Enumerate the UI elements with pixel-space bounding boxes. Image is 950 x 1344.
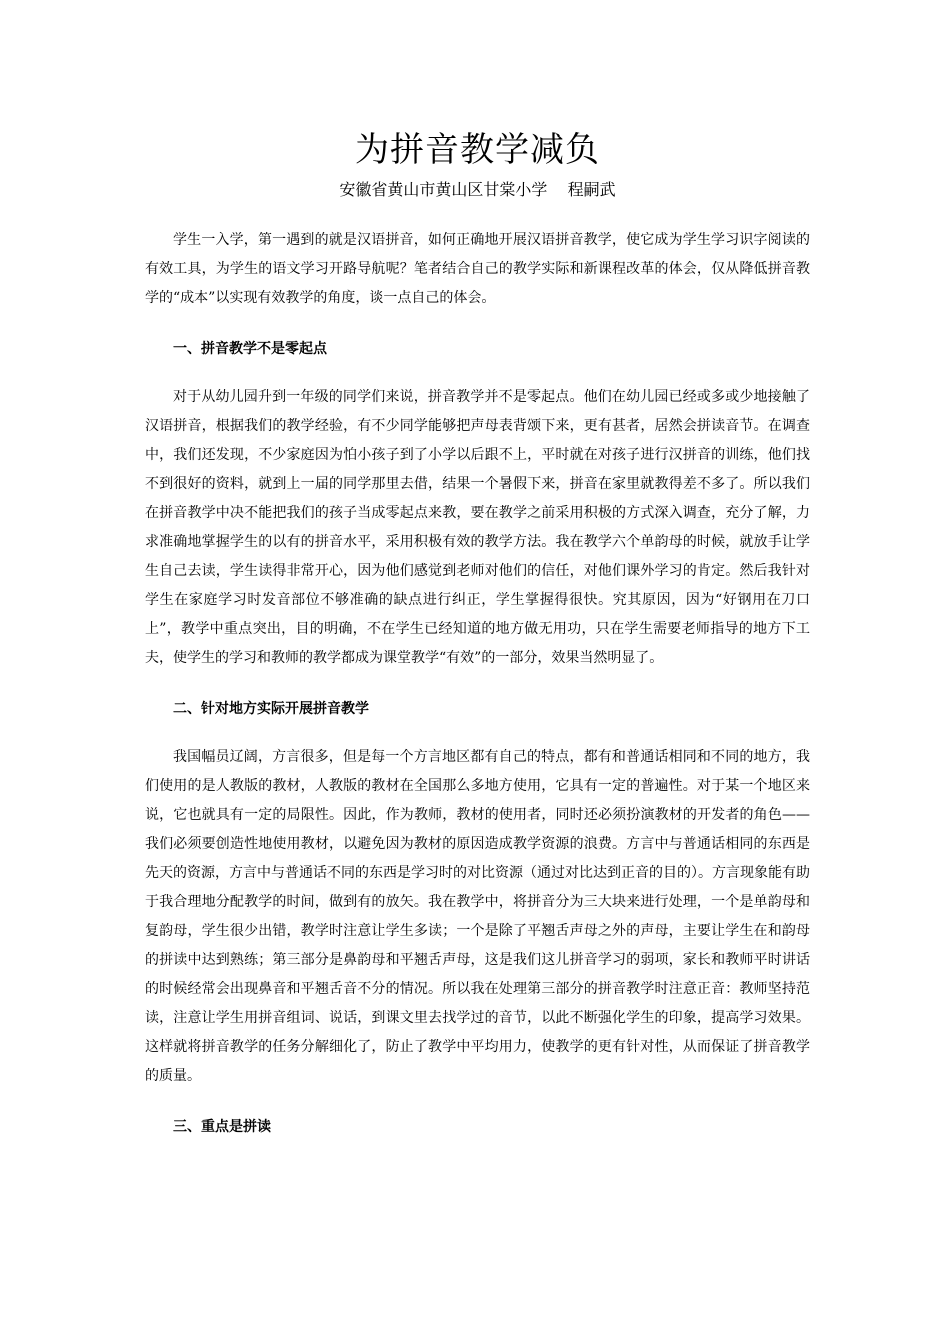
section-body-2: 我国幅员辽阔，方言很多，但是每一个方言地区都有自己的特点，都有和普通话相同和不同的地方，我们使用的是人教版的教材，人教版的教材在全国那么多地方使用，它具有一定的普遍性。对于某一个地区来说，它也就具有一定的局限性。因此，作为教师，教材的使用者，同时还必须扮演教材的开发者的角色——我们必须要创造性地使用教材，以避免因为教材的原因造成教学资源的浪费。方言中与普通话相同的东西是先天的资源，方言中与普通话不同的东西是学习时的对比资源（通过对比达到正音的目的）。方言现象能有助于我合理地分配教学的时间，做到有的放矢。我在教学中，将拼音分为三大块来进行处理，一个是单韵母和复韵母，学生很少出错，教学时注意让学生多读；一个是除了平翘舌声母之外的声母，主要让学生在和韵母的拼读中达到熟练；第三部分是鼻韵母和平翘舌声母，这是我们这儿拼音学习的弱项，家长和教师平时讲话的时候经常会出现鼻音和平翘舌音不分的情况。所以我在处理第三部分的拼音教学时注意正音：教师坚持范读，注意让学生用拼音组词、说话，到课文里去找学过的音节，以此不断强化学生的印象，提高学习效果。这样就将拼音教学的任务分解细化了，防止了教学中平均用力，使教学的更有针对性，从而保证了拼音教学的质量。 [145, 749, 810, 1084]
document-page [145, 128, 810, 1137]
intro-paragraph: 学生一入学，第一遇到的就是汉语拼音，如何正确地开展汉语拼音教学，使它成为学生学习识字阅读的有效工具，为学生的语文学习开路导航呢？笔者结合自己的教学实际和新课程改革的体会，仅从降低拼音教学的“成本”以实现有效教学的角度，谈一点自己的体会。 [145, 232, 810, 306]
document-title: 为拼音教学减负 [355, 130, 600, 170]
section-heading-1: 一、拼音教学不是零起点 [173, 341, 327, 357]
section-heading-2: 二、针对地方实际开展拼音教学 [173, 701, 369, 717]
section-heading-3: 三、重点是拼读 [173, 1119, 271, 1135]
author-line: 安徽省黄山市黄山区甘棠小学 程嗣武 [339, 180, 616, 199]
section-body-1: 对于从幼儿园升到一年级的同学们来说，拼音教学并不是零起点。他们在幼儿园已经或多或少地接触了汉语拼音，根据我们的教学经验，有不少同学能够把声母表背颂下来，更有甚者，居然会拼读音节。在调查中，我们还发现，不少家庭因为怕小孩子到了小学以后跟不上，平时就在对孩子进行汉拼音的训练，他们找不到很好的资料，就到上一届的同学那里去借，结果一个暑假下来，拼音在家里就教得差不多了。所以我们在拼音教学中决不能把我们的孩子当成零起点来教，要在教学之前采用积极的方式深入调查，充分了解，力求准确地掌握学生的以有的拼音水平，采用积极有效的教学方法。我在教学六个单韵母的时候，就放手让学生自己去读，学生读得非常开心，因为他们感觉到老师对他们的信任，对他们课外学习的肯定。然后我针对学生在家庭学习时发音部位不够准确的缺点进行纠正，学生掌握得很快。究其原因，因为“好钢用在刀口上”，教学中重点突出，目的明确，不在学生已经知道的地方做无用功，只在学生需要老师指导的地方下工夫，使学生的学习和教师的教学都成为课堂教学“有效”的一部分，效果当然明显了。 [145, 389, 810, 666]
